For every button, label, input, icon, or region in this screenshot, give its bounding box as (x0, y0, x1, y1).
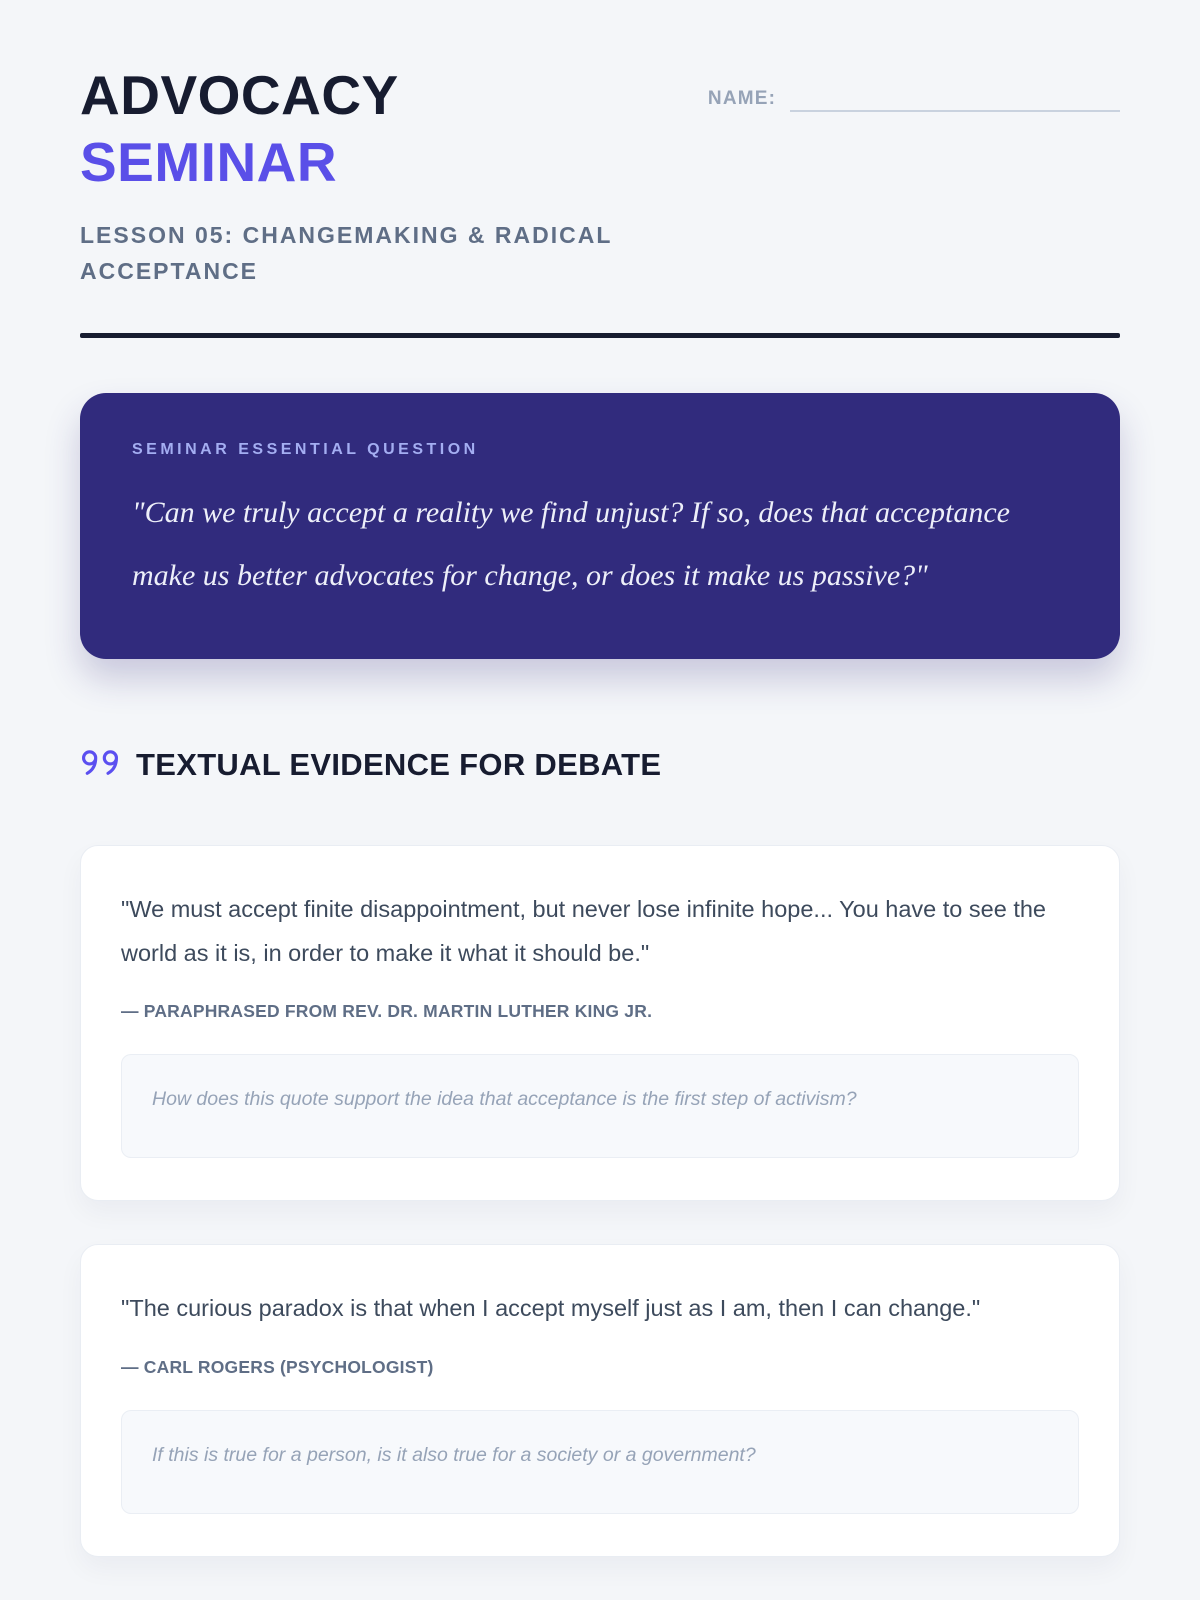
title-block (80, 62, 708, 289)
essential-question-text: "Can we truly accept a reality we find unjust? If so, does that acceptance make us better advocates for change, or does it make us passive?" (132, 496, 1010, 593)
quote-card-mlk (80, 845, 1120, 1201)
page-title-line-1: ADVOCACY (80, 64, 399, 126)
quote-card-rogers (80, 1244, 1120, 1557)
name-label: NAME: (707, 88, 777, 109)
name-field (708, 86, 1120, 112)
response-prompt: How does this quote support the idea that acceptance is the first step of activism? (152, 1088, 857, 1111)
quote-text: "We must accept finite disappointment, but never lose infinite hope... You have to see the world as it is, in order to make it what it should be." (121, 896, 1046, 966)
quote-text: "The curious paradox is that when I accept myself just as I am, then I can change." (121, 1295, 981, 1322)
name-input-line[interactable] (790, 86, 1120, 112)
header-divider (80, 333, 1120, 338)
response-prompt: If this is true for a person, is it also true for a society or a government? (152, 1443, 756, 1466)
worksheet-header (80, 62, 1120, 289)
evidence-section-heading (80, 747, 1120, 783)
essential-question-card (80, 393, 1120, 659)
section-title: TEXTUAL EVIDENCE FOR DEBATE (136, 747, 662, 783)
quote-attribution: — CARL ROGERS (PSYCHOLOGIST) (121, 1356, 434, 1377)
double-quote-icon (80, 747, 120, 783)
page-title-line-2: SEMINAR (80, 131, 338, 193)
essential-question-label: SEMINAR ESSENTIAL QUESTION (132, 441, 479, 459)
response-area[interactable] (121, 1410, 1079, 1514)
lesson-subtitle: LESSON 05: CHANGEMAKING & RADICAL ACCEPTANCE (80, 222, 612, 284)
quote-attribution: — PARAPHRASED FROM REV. DR. MARTIN LUTHER KING JR. (121, 1001, 653, 1022)
response-area[interactable] (121, 1054, 1079, 1158)
